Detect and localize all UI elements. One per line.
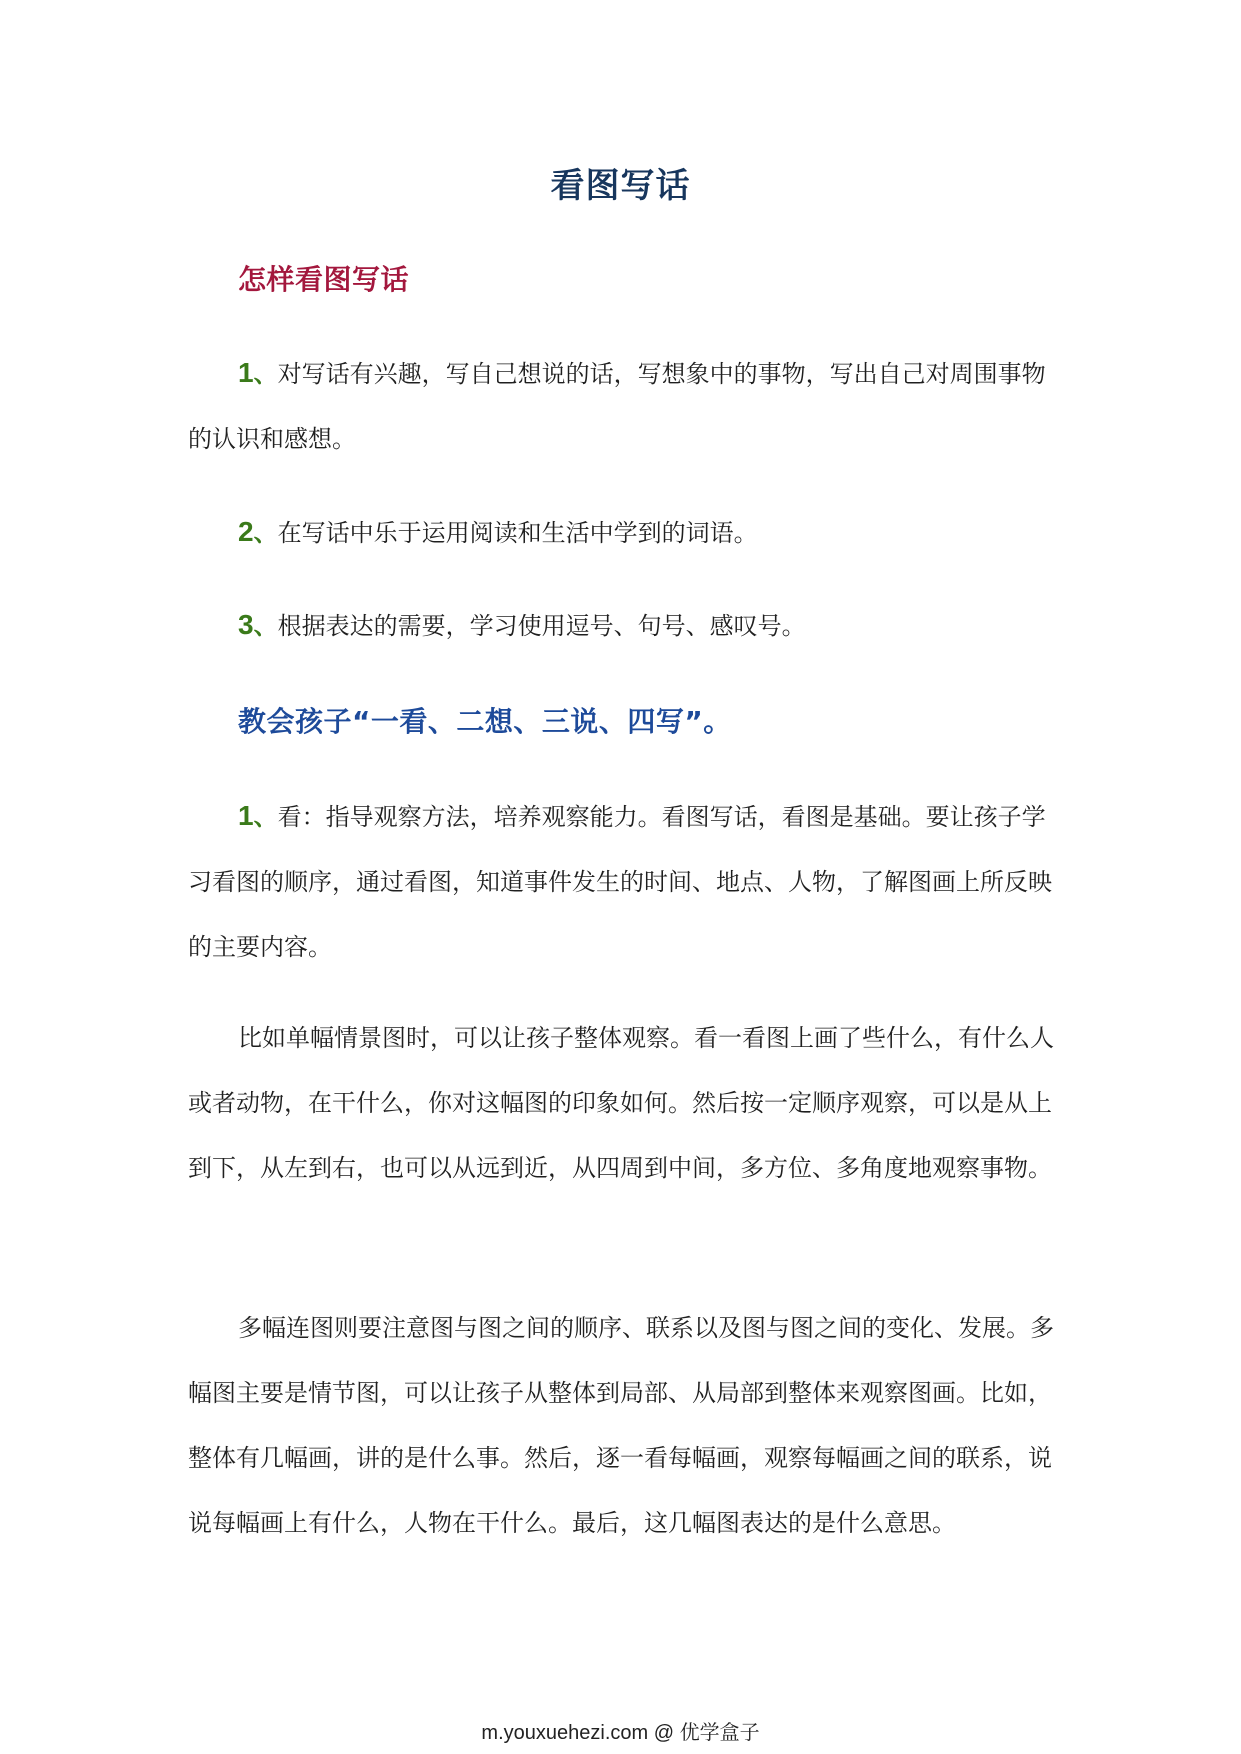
item-number: 3	[238, 609, 254, 640]
item-text: 根据表达的需要，学习使用逗号、句号、感叹号。	[277, 612, 806, 640]
item-separator: 、	[253, 519, 278, 547]
section-heading-teach: 教会孩子“一看、二想、三说、四写”。	[238, 705, 732, 738]
item-number: 1	[238, 357, 254, 388]
footer-watermark: m.youxuehezi.com @ 优学盒子	[481, 1722, 760, 1744]
list-item	[188, 592, 1058, 659]
item-text: 在写话中乐于运用阅读和生活中学到的词语。	[277, 519, 758, 547]
list-item	[188, 783, 1058, 980]
page-title: 看图写话	[550, 166, 691, 206]
list-item	[188, 499, 1058, 566]
item-number: 1	[238, 800, 254, 831]
list-item	[188, 340, 1058, 472]
item-separator: 、	[253, 612, 278, 640]
item-separator: 、	[253, 360, 278, 388]
body-paragraph-single-image: 比如单幅情景图时，可以让孩子整体观察。看一看图上画了些什么，有什么人或者动物，在干什么，你对这幅图的印象如何。然后按一定顺序观察，可以是从上到下，从左到右，也可以从远到近，从四周到中间，多方位、多角度地观察事物。	[188, 1024, 1054, 1182]
item-text: 对写话有兴趣，写自己想说的话，写想象中的事物，写出自己对周围事物的认识和感想。	[188, 360, 1046, 453]
section-heading-how-to: 怎样看图写话	[238, 263, 410, 296]
body-paragraph-multi-image: 多幅连图则要注意图与图之间的顺序、联系以及图与图之间的变化、发展。多幅图主要是情节图，可以让孩子从整体到局部、从局部到整体来观察图画。比如，整体有几幅画，讲的是什么事。然后，逐一看每幅画，观察每幅画之间的联系，说说每幅画上有什么，人物在干什么。最后，这几幅图表达的是什么意思。	[188, 1314, 1054, 1537]
item-separator: 、	[253, 803, 278, 831]
item-number: 2	[238, 516, 254, 547]
item-text: 看：指导观察方法，培养观察能力。看图写话，看图是基础。要让孩子学习看图的顺序，通过看图，知道事件发生的时间、地点、人物，了解图画上所反映的主要内容。	[188, 803, 1052, 961]
